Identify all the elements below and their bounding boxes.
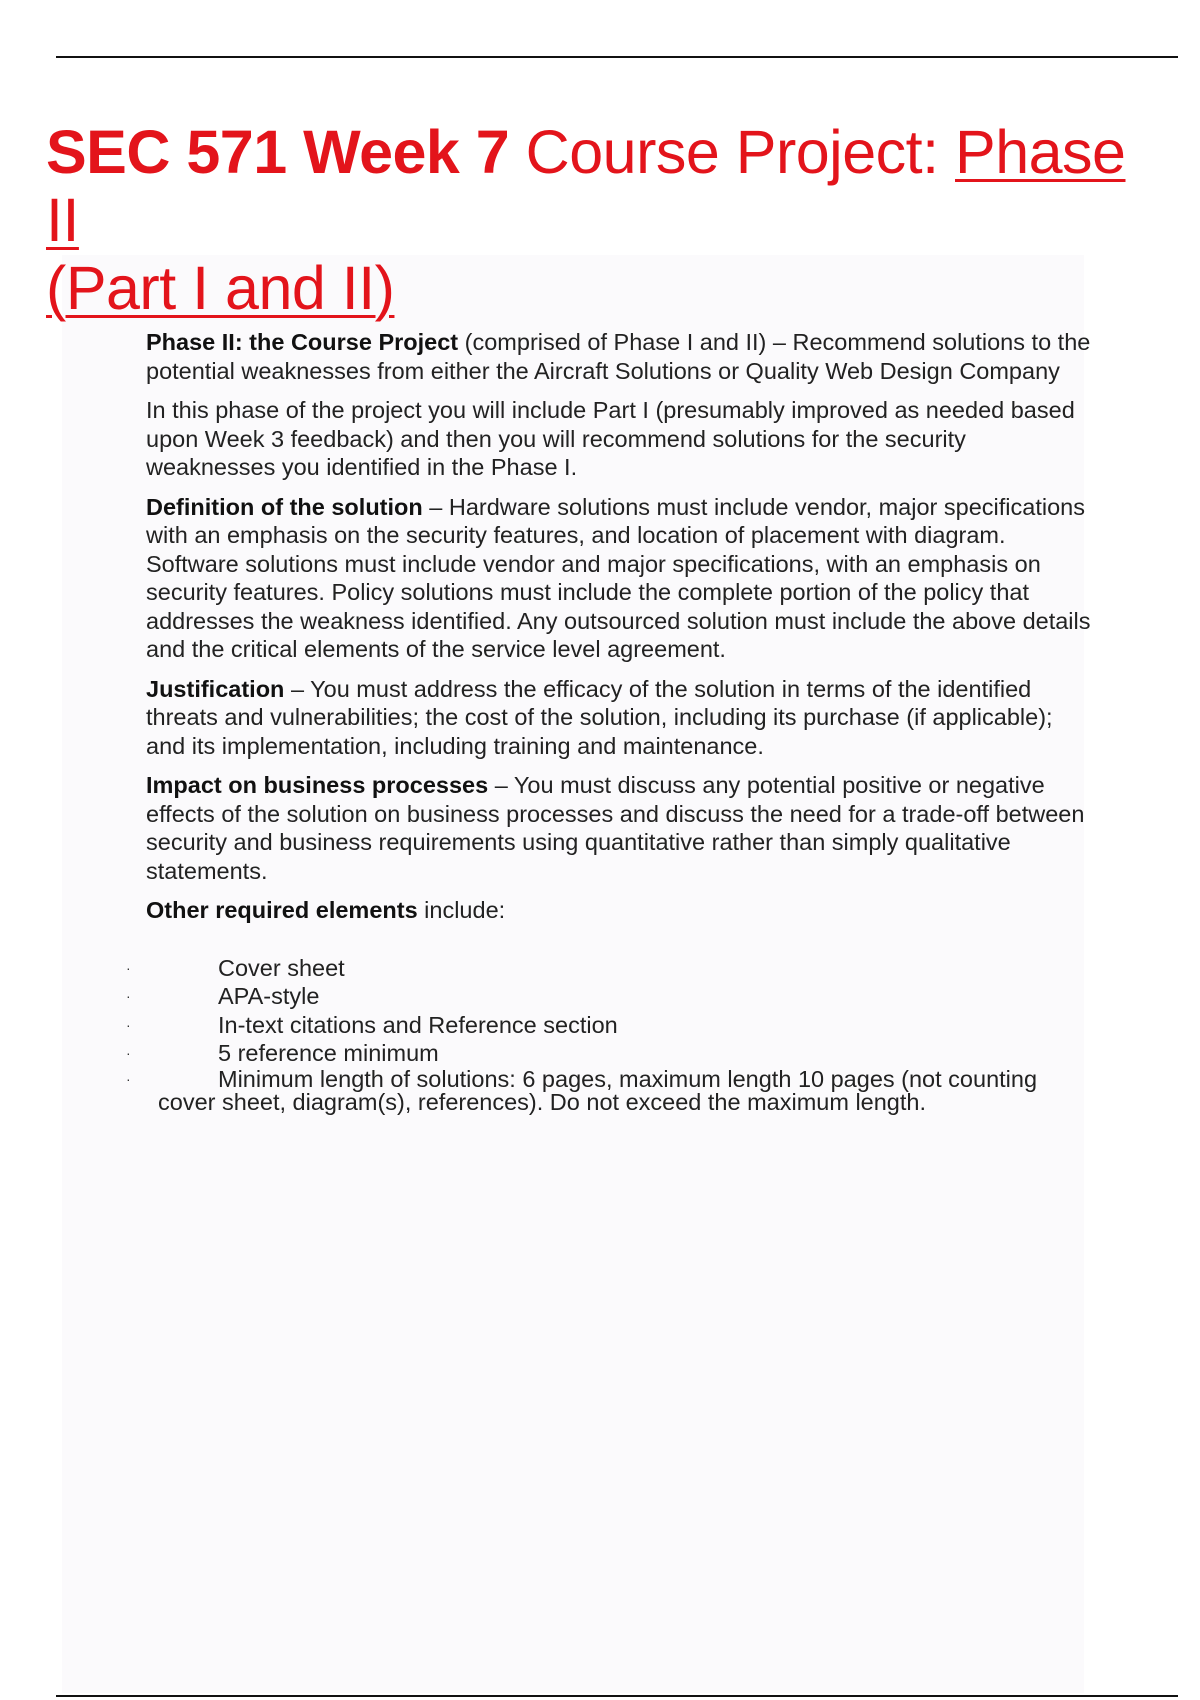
list-item-text: In-text citations and Reference section (218, 1011, 618, 1038)
bullet-marker: · (126, 1070, 131, 1087)
paragraph-text: – You must address the efficacy of the solution in terms of the identified threats and vulnerabilities; the cost of the solution, including its purchase (if applicable); and its implementation, including training and maintenance. (146, 675, 1053, 759)
top-rule (56, 56, 1178, 58)
paragraph-text: include: (417, 897, 506, 923)
bullet-marker: · (126, 988, 131, 1004)
paragraph-text: In this phase of the project you will include Part I (presumably improved as needed based upon Week 3 feedback) and then you will recommend solutions for the security weaknesses you identified in the Phase I. (146, 397, 1075, 480)
bullet-marker: · (126, 959, 131, 976)
paragraph-text: – You must discuss any potential positive or negative effects of the solution on business processes and discuss the need for a trade-off between security and business requirements using quantitative rather than simply qualitative statements. (146, 772, 1085, 884)
list-item-text: APA-style (218, 983, 320, 1009)
title-link-phase[interactable]: Phase II (46, 118, 1126, 254)
paragraph-lead: Justification (146, 675, 285, 702)
list-item-text: Minimum length of solutions: 6 pages, maximum length 10 pages (not counting (218, 1065, 1038, 1092)
list-item-text: 5 reference minimum (218, 1040, 439, 1066)
paragraph-justification (146, 675, 1096, 761)
list-item (126, 954, 1096, 983)
list-item (126, 1011, 1096, 1040)
list-item-text-continued: cover sheet, diagram(s), references). Do not exceed the maximum length. (158, 1088, 927, 1115)
paragraph-text: – Hardware solutions must include vendor, major specifications with an emphasis on the security features, and location of placement with diagram. Software solutions must include vendor and major specifications, with an emphasis on security features. Policy solutions must include the complete portion of the policy that addresses the weakness identified. Any outsourced solution must include the above details and the critical elements of the service level agreement. (146, 493, 1091, 662)
paragraph-other-elements (146, 896, 1096, 925)
paragraph-impact (146, 771, 1096, 885)
paragraph-phase-ii (146, 328, 1096, 385)
title-course-code: SEC 571 Week 7 (46, 118, 510, 186)
bullet-marker: · (126, 1045, 131, 1061)
paragraph-text: (comprised of Phase I and II) – Recommend solutions to the potential weaknesses from either the Aircraft Solutions or Quality Web Design Company (146, 329, 1091, 384)
list-item (126, 1039, 1096, 1068)
paragraph-intro (146, 396, 1096, 482)
title-course-project: Course Project: (525, 118, 939, 186)
bottom-rule (56, 1695, 1178, 1697)
list-item (126, 982, 1096, 1011)
list-item (126, 1065, 1096, 1115)
list-item-text: Cover sheet (218, 954, 345, 981)
paragraph-lead: Impact on business processes (146, 772, 489, 798)
required-elements-list (126, 954, 1096, 1115)
document-title (46, 118, 1156, 322)
paragraph-lead: Phase II: the Course Project (146, 329, 459, 355)
bullet-marker: · (126, 1016, 131, 1033)
paragraph-lead: Definition of the solution (146, 493, 423, 520)
paragraph-lead: Other required elements (146, 897, 418, 923)
paragraph-definition (146, 493, 1096, 664)
document-body (126, 328, 1096, 1115)
title-link-parts[interactable]: (Part I and II) (46, 254, 395, 322)
